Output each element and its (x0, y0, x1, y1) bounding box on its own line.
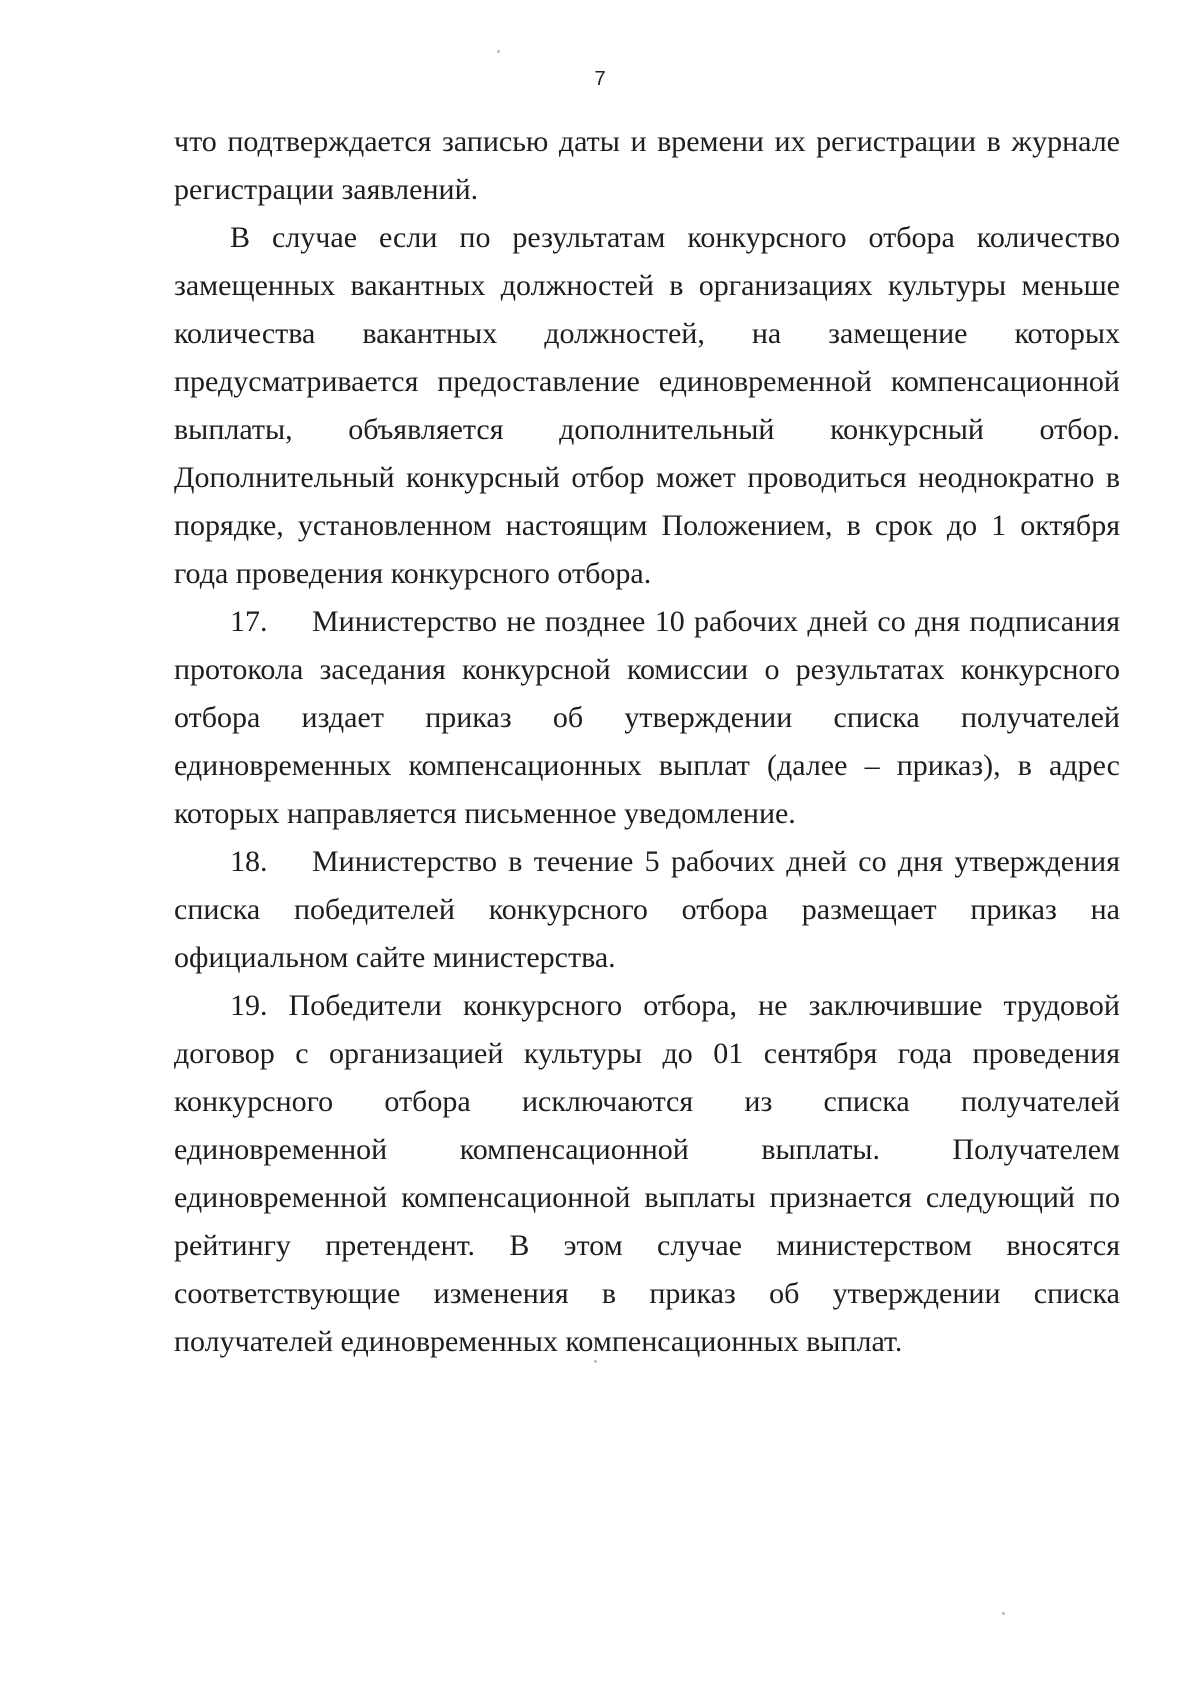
page-number: 7 (594, 68, 606, 90)
scan-speck (594, 1360, 597, 1363)
paragraph-18-number: 18. (230, 845, 268, 878)
scan-speck (497, 50, 500, 53)
paragraph-17 (174, 598, 1120, 838)
paragraph-17-text: Министерство не позднее 10 рабочих дней со дня подписания протокола заседания конкурсной комиссии о результатах конкурсного отбора издает приказ об утверждении списка получателей единовременных компенсационных выплат (далее – приказ), в адрес которых направляется письменное уведомление. (174, 605, 1120, 830)
scan-speck (1002, 1612, 1005, 1615)
paragraph-19: 19. Победители конкурсного отбора, не заключившие трудовой договор с организацией культуры до 01 сентября года проведения конкурсного отбора исключаются из списка получателей единовременной компенсационной выплаты. Получателем единовременной компенсационной выплаты признается следующий по рейтингу претендент. В этом случае министерством вносятся соответствующие изменения в приказ об утверждении списка получателей единовременных компенсационных выплат. (174, 989, 1120, 1358)
paragraph-continuation: что подтверждается записью даты и времени их регистрации в журнале регистрации заявлений. (174, 125, 1120, 206)
paragraph-18 (174, 838, 1120, 982)
paragraph-17-number: 17. (230, 605, 268, 638)
paragraph-additional-selection: В случае если по результатам конкурсного отбора количество замещенных вакантных должностей в организациях культуры меньше количества вакантных должностей, на замещение которых предусматривается предоставление единовременной компенсационной выплаты, объявляется дополнительный конкурсный отбор. Дополнительный конкурсный отбор может проводиться неоднократно в порядке, установленном настоящим Положением, в срок до 1 октября года проведения конкурсного отбора. (174, 221, 1120, 590)
paragraph-18-text: Министерство в течение 5 рабочих дней со дня утверждения списка победителей конкурсного отбора размещает приказ на официальном сайте министерства. (174, 845, 1120, 974)
document-body (174, 118, 1120, 1366)
